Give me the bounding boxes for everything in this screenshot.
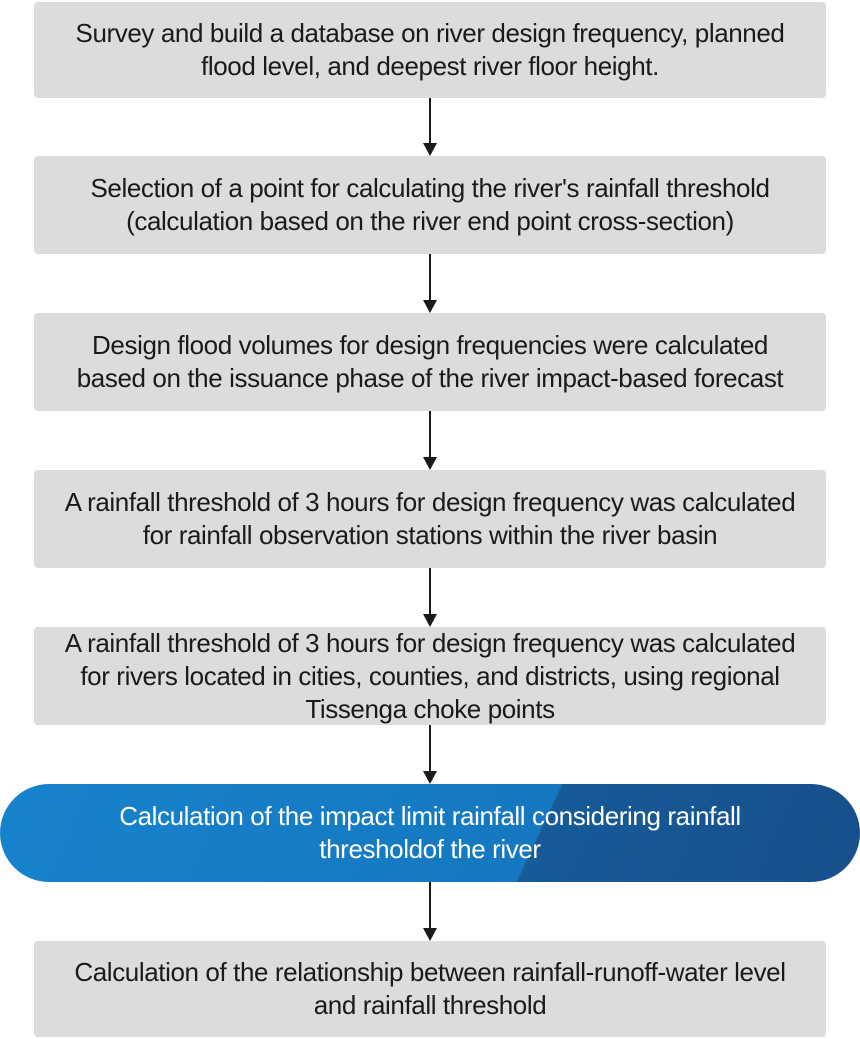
step-5-text: A rainfall threshold of 3 hours for design frequency was calculated for rivers located in cities, counties, and districts, using regional Tissenga choke points [64, 627, 796, 724]
step-6-impact-limit-rainfall [0, 784, 860, 882]
step-4-text: A rainfall threshold of 3 hours for design frequency was calculated for rainfall observation stations within the river basin [64, 487, 796, 550]
arrow-4-to-5 [429, 568, 431, 625]
arrow-3-to-4 [429, 411, 431, 468]
step-3-text: Design flood volumes for design frequencies were calculated based on the issuance phase of the river impact-based forecast [76, 330, 784, 393]
step-1-survey-database [34, 2, 826, 98]
step-3-design-flood-volumes [34, 313, 826, 411]
step-2-point-selection [34, 156, 826, 254]
arrow-5-to-6 [429, 725, 431, 782]
arrow-1-to-2 [429, 98, 431, 154]
step-1-text: Survey and build a database on river design frequency, planned flood level, and deepest river floor height. [75, 18, 785, 81]
step-2-text: Selection of a point for calculating the river's rainfall threshold (calculation based on the river end point cross-section) [90, 173, 770, 236]
step-5-regional-threshold [34, 627, 826, 725]
step-4-station-threshold [34, 470, 826, 568]
step-7-rainfall-runoff-relationship [34, 941, 826, 1037]
step-6-text: Calculation of the impact limit rainfall considering rainfall thresholdof the river [119, 801, 741, 864]
arrow-6-to-7 [429, 882, 431, 939]
arrow-2-to-3 [429, 254, 431, 311]
step-7-text: Calculation of the relationship between rainfall-runoff-water level and rainfall threshold [74, 957, 786, 1020]
